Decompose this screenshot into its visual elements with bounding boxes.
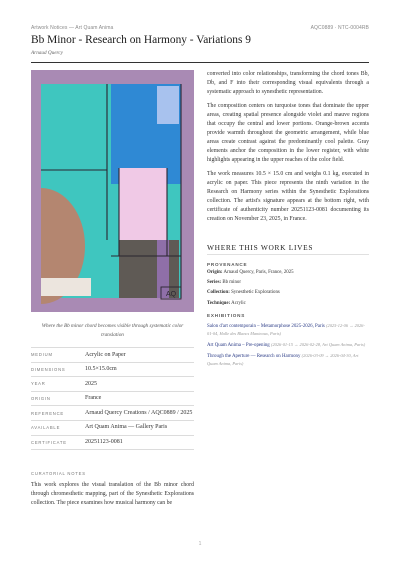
spec-value: 20251123-0081: [85, 439, 123, 446]
spec-row-certificate: [31, 435, 194, 451]
where-section-divider: [207, 254, 369, 255]
provenance-series: Series: Bb minor: [207, 280, 241, 286]
exhibitions-label: EXHIBITIONS: [207, 313, 246, 318]
spec-row-medium: [31, 347, 194, 362]
spec-value: Arnaud Quercy Creations / AQC0889 / 2025: [85, 409, 193, 416]
artwork-cream-band: [41, 278, 91, 296]
description-paragraph: The composition centers on turquoise tones that dominate the upper areas, creating spatial presence alongside violet and mauve regions that occupy the central and lower portions. Orange-brown accents provide warmth throughout the geometric arrangement, while blue areas create contrast against the predominantly cool palette. Gray elements anchor the composition in the lower register, with white highlights appearing in the upper reaches of the color field.: [207, 103, 369, 163]
page-title: Bb Minor - Research on Harmony - Variations 9: [31, 34, 251, 46]
spec-row-year: [31, 376, 194, 391]
spec-value: Acrylic on Paper: [85, 351, 126, 358]
spec-key: MEDIUM: [31, 352, 53, 358]
exhibition-link[interactable]: Salon d'art contemporain – Metamorphose 2025-2026, Paris: [207, 324, 325, 329]
spec-row-reference: [31, 405, 194, 420]
provenance-technique: Technique: Acrylic: [207, 300, 246, 306]
spec-key: CERTIFICATE: [31, 439, 67, 445]
artwork-caption: Where the Bb minor chord becomes visible through systematic color translation: [41, 323, 184, 338]
where-section-title: WHERE THIS WORK LIVES: [207, 243, 314, 252]
exhibition-meta: (2026-03-09 → 2026-04-30, Art Quam Anima, Paris): [207, 353, 359, 366]
provenance-block: [207, 262, 369, 309]
spec-key: YEAR: [31, 381, 46, 387]
spec-value: Art Quam Anima — Gallery Paris: [85, 424, 168, 431]
exhibition-link[interactable]: Through the Aperture — Research on Harmony: [207, 354, 301, 359]
description-paragraph: The work measures 10.5 × 15.0 cm and weighs 0.1 kg, executed in acrylic on paper. This piece represents the ninth variation in the Research on Harmony series within the Synesthetic Explorations collection. The artist's signature appears at the bottom right, with certificate of authenticity number 20251123-0081 documenting its creation on November 23, 2025, in France.: [207, 171, 369, 222]
artwork-signature-text: AQ: [165, 291, 177, 298]
exhibitions-block: [207, 313, 369, 371]
spec-value: 2025: [85, 380, 97, 387]
curatorial-notes-body: This work explores the visual translation of the Bb minor chord through chromesthetic mapping, part of the Synesthetic Explorations collection. The piece examines how musical harmony can be: [31, 482, 194, 506]
spec-row-dimensions: [31, 362, 194, 377]
curatorial-notes-heading: CURATORIAL NOTES: [31, 471, 86, 476]
provenance-label: PROVENANCE: [207, 262, 248, 267]
spec-key: ORIGIN: [31, 395, 51, 401]
exhibition-item: [207, 352, 369, 368]
description-column: [207, 70, 369, 229]
artwork-gray-block: [119, 240, 179, 298]
header-reference: AQC0889 · NTC-0004RB: [310, 25, 369, 31]
specs-table: [31, 347, 194, 450]
document-header: [31, 25, 369, 33]
provenance-origin: Origin: Arnaud Quercy, Paris, France, 2025: [207, 270, 294, 275]
spec-row-available: [31, 420, 194, 435]
exhibition-link[interactable]: Art Quam Anima – Pre-opening: [207, 343, 270, 348]
description-paragraph: converted into color relationships, transforming the chord tones Bb, Db, and F into their corresponding visual equivalents through a systematic approach to synesthetic representation.: [207, 71, 369, 95]
spec-value: France: [85, 395, 102, 402]
spec-key: AVAILABLE: [31, 425, 61, 431]
header-publisher: Artwork Notices — Art Quam Anima: [31, 25, 114, 31]
page-number: 1: [198, 541, 202, 547]
title-divider: [31, 62, 369, 63]
spec-key: DIMENSIONS: [31, 366, 66, 372]
exhibition-item: [207, 322, 369, 338]
provenance-collection: Collection: Synesthetic Explorations: [207, 290, 280, 296]
artist-name: Arnaud Quercy: [31, 50, 63, 56]
exhibition-meta: (2026-01-15 → 2026-02-28, Art Quam Anima, Paris): [271, 342, 366, 347]
spec-row-origin: [31, 391, 194, 406]
spec-value: 10.5×15.0cm: [85, 366, 117, 373]
spec-key: REFERENCE: [31, 410, 65, 416]
exhibition-item: [207, 341, 369, 349]
artwork-pale-blue-block: [157, 86, 179, 124]
artwork-image: [31, 70, 194, 312]
exhibition-meta: (2025-12-06 → 2026-01-04, Halle des Blancs Manteaux, Paris): [207, 323, 365, 336]
